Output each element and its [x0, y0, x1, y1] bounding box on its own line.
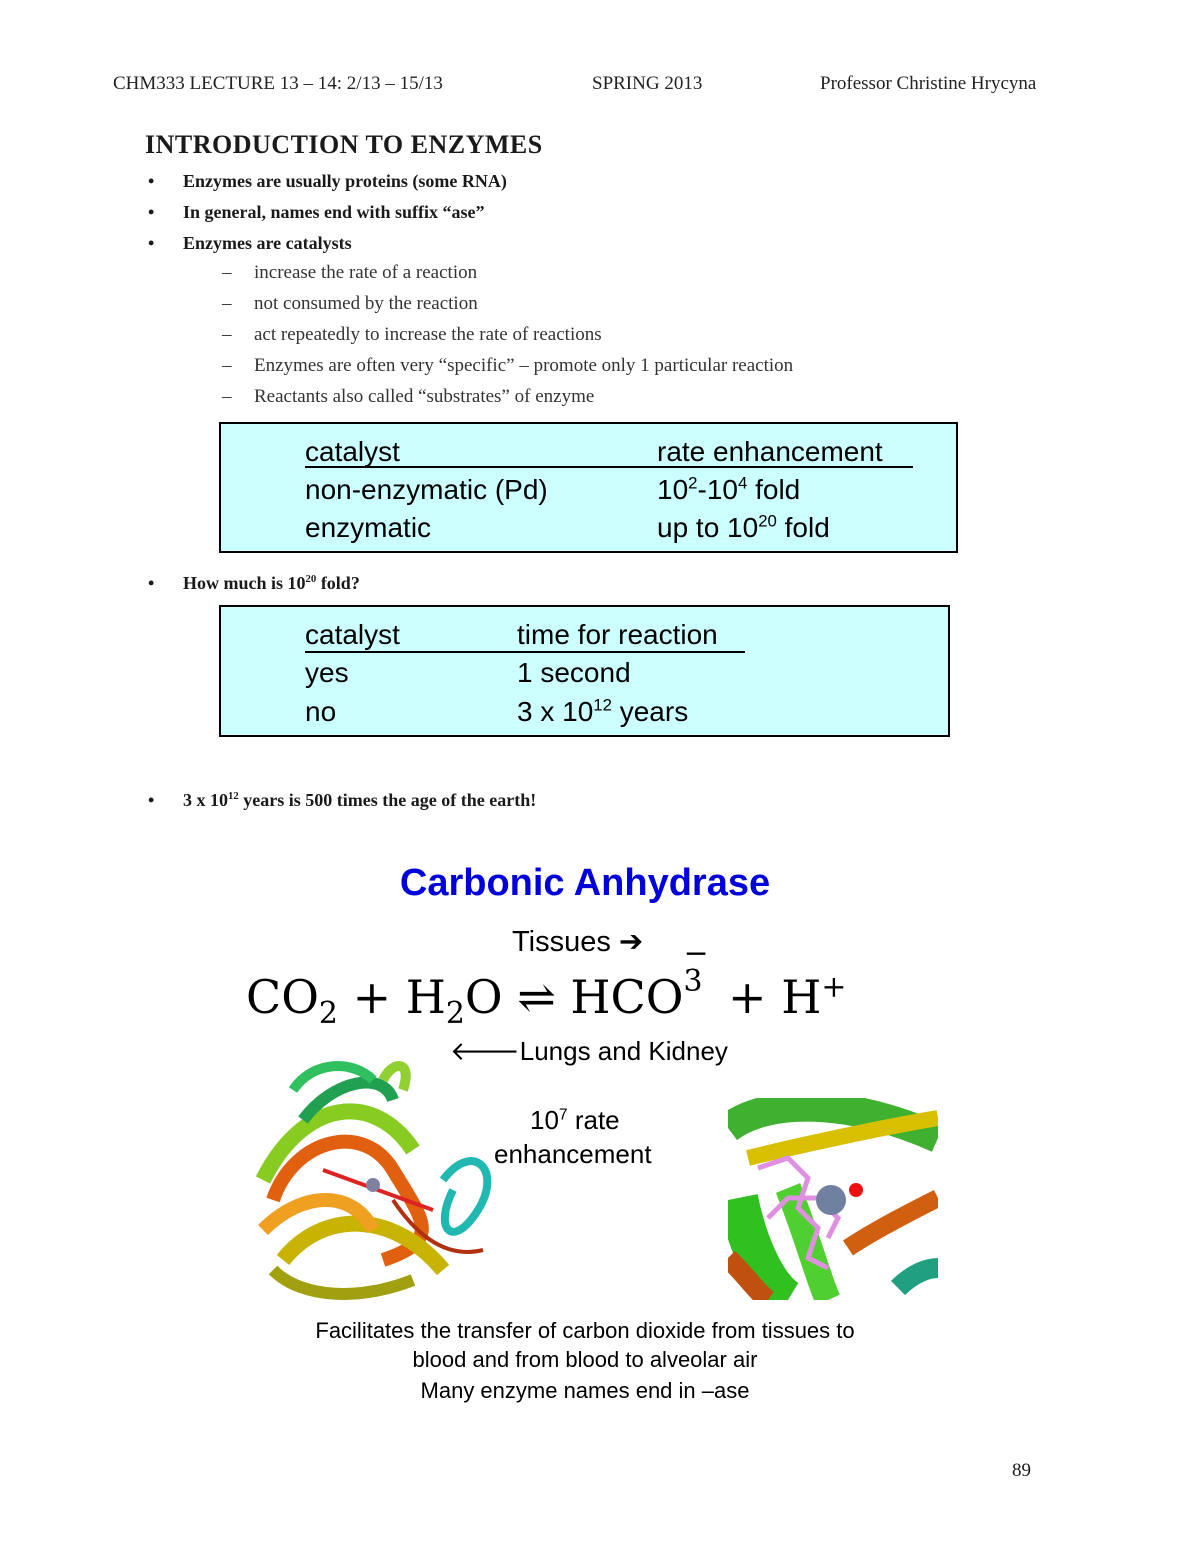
equilibrium-arrow-icon: ⇌ — [517, 970, 556, 1024]
reaction-time-table — [219, 605, 950, 737]
left-arrow-icon: 🡐 — [450, 1036, 520, 1066]
sub-bullet-text: act repeatedly to increase the rate of reactions — [254, 324, 602, 345]
bullet-text: In general, names end with suffix “ase” — [183, 202, 485, 222]
rate-enhancement-line2: enhancement — [494, 1139, 652, 1169]
caption-line3: Many enzyme names end in –ase — [420, 1378, 750, 1403]
reaction-equation: $CO_2 + H_2O$ ⇌ HCO − 3 + H+ — [246, 936, 847, 1032]
table2-row1-label: yes — [305, 657, 349, 688]
bullet-text: How much is $10^{20}$ fold? — [183, 573, 360, 593]
rate-enhancement-table — [219, 422, 958, 553]
sub-bullet-text: Reactants also called “substrates” of enzyme — [254, 386, 595, 407]
table2-row1-value: 1 second — [517, 657, 631, 688]
caption-line1: Facilitates the transfer of carbon dioxide from tissues to — [315, 1318, 855, 1343]
table1-row2-label: enzymatic — [305, 512, 432, 543]
page-number: 89 — [1012, 1460, 1031, 1481]
header-course: CHM333 LECTURE 13 – 14: 2/13 – 15/13 — [113, 73, 443, 94]
header-underline — [305, 651, 745, 653]
carbonic-anhydrase-title: Carbonic Anhydrase — [399, 862, 771, 904]
header-professor: Professor Christine Hrycyna — [820, 73, 1037, 94]
dash-marker: – — [222, 293, 232, 314]
sub-bullet-text: Enzymes are often very “specific” – promote only 1 particular reaction — [254, 355, 794, 376]
header-term: SPRING 2013 — [592, 73, 703, 94]
rate-enhancement-line1: $10^7$ rate — [530, 1105, 620, 1135]
table1-row1-label: non-enzymatic (Pd) — [305, 474, 548, 505]
bullet-text: Enzymes are catalysts — [183, 233, 352, 253]
section-title: INTRODUCTION TO ENZYMES — [145, 130, 543, 159]
table2-header-time: time for reaction — [517, 619, 718, 650]
bullet-marker: • — [148, 171, 155, 191]
bullet-text: Enzymes are usually proteins (some RNA) — [183, 171, 507, 191]
sub-bullet-text: increase the rate of a reaction — [254, 262, 478, 283]
dash-marker: – — [222, 324, 232, 345]
bullet-marker: • — [148, 233, 155, 253]
bullet-marker: • — [148, 202, 155, 222]
table1-row2-value: up to $10^{20}$ fold — [657, 511, 830, 543]
table1-row1-value: $10^2-10^4$ fold — [657, 473, 801, 505]
protein-structure-image — [243, 1060, 505, 1306]
lungs-kidney-label: 🡐Lungs and Kidney — [450, 1036, 728, 1066]
table2-header-catalyst: catalyst — [305, 619, 400, 650]
table2-row2-value: 3 x $10^{12}$ years — [517, 695, 689, 727]
dash-marker: – — [222, 262, 232, 283]
bullet-marker: • — [148, 790, 155, 810]
active-site-image — [728, 1098, 938, 1300]
table1-header-catalyst: catalyst — [305, 436, 400, 467]
dash-marker: – — [222, 355, 232, 376]
caption-line2: blood and from blood to alveolar air — [412, 1347, 758, 1372]
tissues-label: Tissues ➔ — [512, 926, 644, 958]
dash-marker: – — [222, 386, 232, 407]
table2-row2-label: no — [305, 696, 337, 727]
sub-bullet-text: not consumed by the reaction — [254, 293, 478, 314]
bullet-text: 3 x $10^{12}$ years is 500 times the age of the earth! — [183, 790, 537, 810]
table1-header-rate: rate enhancement — [657, 436, 883, 467]
bullet-marker: • — [148, 573, 155, 593]
